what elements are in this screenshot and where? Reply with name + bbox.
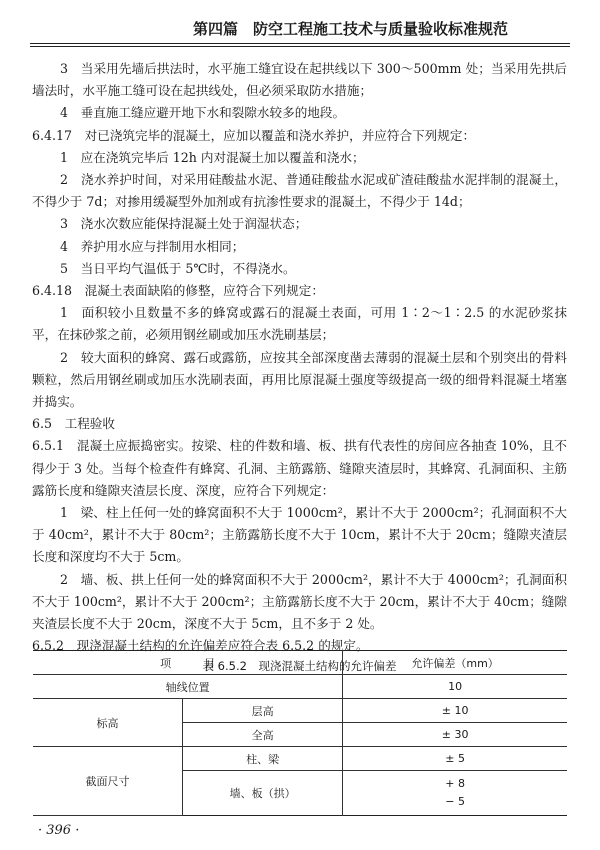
paragraph: 1 梁、柱上任何一处的蜂窝面积不大于 1000cm²，累计不大于 2000cm²；孔洞面积不大于 40cm²，累计不大于 80cm²；主筋露筋长度不大于 10cm，累计不大于 20cm；缝隙夹渣层长度和深度均不大于 5cm。 xyxy=(32,505,567,565)
header-item: 项 目 xyxy=(33,651,343,675)
paragraph: 5 当日平均气温低于 5℃时，不得浇水。 xyxy=(60,260,296,276)
cell-section-wall: 墙、板（拱） xyxy=(183,771,343,816)
paragraph: 2 较大面积的蜂窝、露石或露筋，应按其全部深度凿去薄弱的混凝土层和个别突出的骨料颗粒，然后用钢丝刷或加压水洗刷表面，再用比原混凝土强度等级提高一级的细骨料混凝土堵塞并捣实。 xyxy=(32,349,567,410)
paragraph: 2 墙、板、拱上任何一处的蜂窝面积不大于 2000cm²，累计不大于 4000cm²；孔洞面积不大于 100cm²，累计不大于 200cm²；主筋露筋长度不大于 20cm，累计不大于 40cm；缝隙夹渣层长度不大于 20cm，深度不大于 5cm，且不多于 2 处。 xyxy=(32,571,567,632)
page-number: · 396 · xyxy=(38,823,80,838)
cell-section-label: 截面尺寸 xyxy=(33,747,183,816)
paragraph: 3 浇水次数应能保持混凝土处于润湿状态； xyxy=(60,216,308,232)
cell-elevation-total: 全高 xyxy=(183,723,343,747)
cell-section-column: 柱、梁 xyxy=(183,747,343,771)
table-row xyxy=(33,675,567,699)
cell-axis-value: 10 xyxy=(343,675,567,699)
section-heading: 6.5 工程验收 xyxy=(32,416,115,432)
table-header-row xyxy=(33,651,567,675)
clause-heading: 6.4.18 混凝土表面缺陷的修整，应符合下列规定： xyxy=(32,283,324,299)
body-text xyxy=(32,58,567,675)
cell-elevation-floor: 层高 xyxy=(183,699,343,723)
clause-heading: 6.5.1 混凝土应振捣密实。按梁、柱的件数和墙、板、拱有代表性的房间应各抽查 10%，且不得少于 3 处。当每个检查件有蜂窝、孔洞、主筋露筋、缝隙夹渣层时，其蜂窝、孔洞面积、主筋露筋长度和缝隙夹渣层长度、深度，应符合下列规定： xyxy=(32,438,567,498)
paragraph: 1 应在浇筑完毕后 12h 内对混凝土加以覆盖和浇水； xyxy=(60,149,365,165)
table-caption: 表 6.5.2 现浇混凝土结构的允许偏差 xyxy=(202,659,397,674)
table-row xyxy=(33,699,567,723)
clause-heading: 6.4.17 对已浇筑完毕的混凝土，应加以覆盖和浇水养护，并应符合下列规定： xyxy=(32,127,476,143)
paragraph: 1 面积较小且数量不多的蜂窝或露石的混凝土表面，可用 1∶2～1∶2.5 的水泥砂浆抹平，在抹砂浆之前，必须用钢丝刷或加压水洗刷基层； xyxy=(32,305,567,343)
cell-elevation-label: 标高 xyxy=(33,699,183,747)
cell-axis-label: 轴线位置 xyxy=(33,675,343,699)
paragraph: 3 当采用先墙后拱法时，水平施工缝宜设在起拱线以下 300～500mm 处；当采用先拱后墙法时，水平施工缝可设在起拱线处，但必须采取防水措施； xyxy=(32,61,567,99)
header-deviation: 允许偏差（mm） xyxy=(343,651,567,675)
tolerance-minus: − 5 xyxy=(445,795,465,808)
paragraph: 2 浇水养护时间，对采用硅酸盐水泥、普通硅酸盐水泥或矿渣硅酸盐水泥拌制的混凝土，不得少于 7d；对掺用缓凝型外加剂或有抗渗性要求的混凝土，不得少于 14d； xyxy=(32,172,567,210)
tolerance-plus: + 8 xyxy=(445,777,465,790)
table-row xyxy=(33,747,567,771)
cell-section-column-value: ± 5 xyxy=(343,747,567,771)
tolerance-table xyxy=(33,650,567,816)
running-header: 第四篇 防空工程施工技术与质量验收标准规范 xyxy=(192,20,508,38)
header-rule xyxy=(30,43,570,47)
paragraph: 4 养护用水应与拌制用水相同； xyxy=(60,238,245,254)
clause-heading: 6.5.2 现浇混凝土结构的允许偏差应符合表 6.5.2 的规定。 xyxy=(32,638,369,654)
paragraph: 4 垂直施工缝应避开地下水和裂隙水较多的地段。 xyxy=(60,105,346,121)
cell-elevation-floor-value: ± 10 xyxy=(343,699,567,723)
cell-section-wall-value xyxy=(343,771,567,816)
cell-elevation-total-value: ± 30 xyxy=(343,723,567,747)
